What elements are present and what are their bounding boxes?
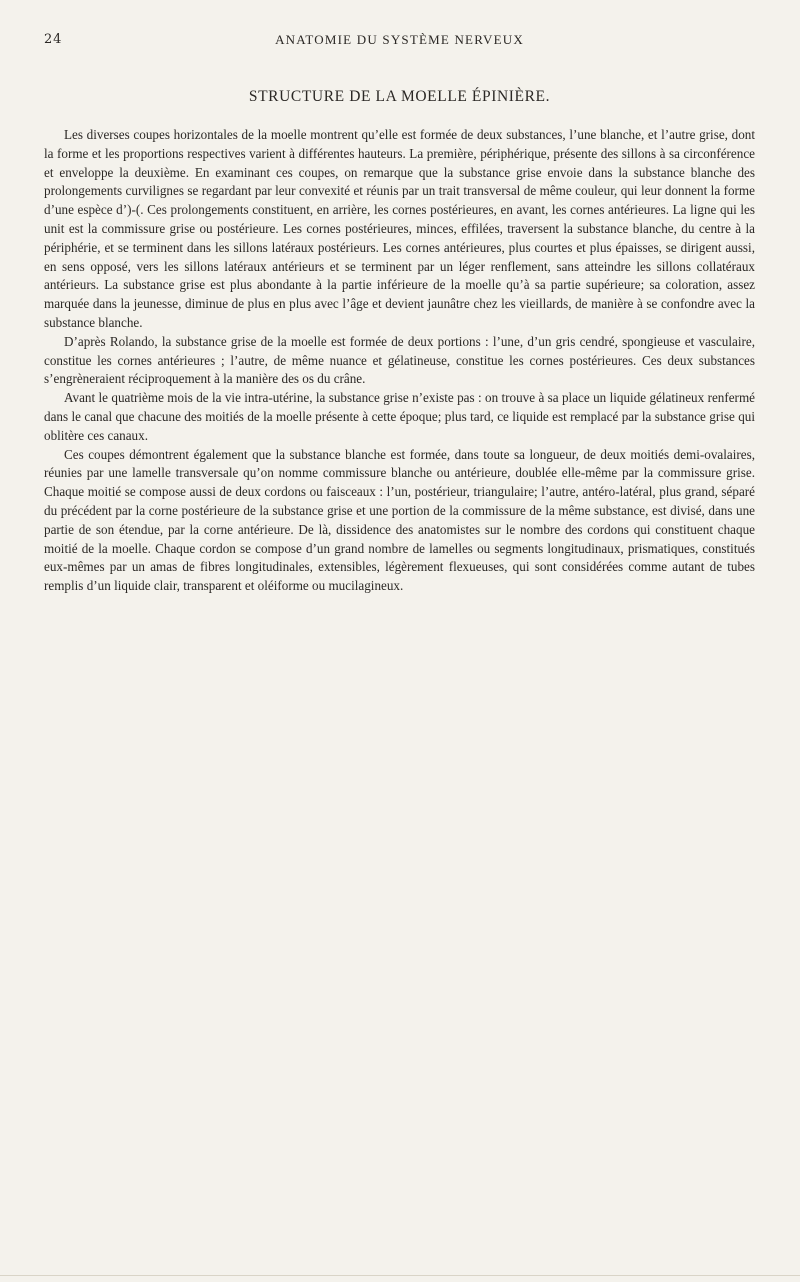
running-head [44,30,755,52]
paragraph: Ces coupes démontrent également que la substance blanche est formée, dans toute sa longueur, de deux moitiés demi-ovalaires, réunies par une lamelle transversale qu’on nomme commissure blanche ou antérieure, doublée elle-même par la commissure grise. Chaque moitié se compose aussi de deux cordons ou faisceaux : l’un, postérieur, triangulaire; l’autre, antéro-latéral, plus grand, séparé du précédent par la corne postérieure de la substance grise et une portion de la commissure de la même substance, est divisé, dans une partie de son étendue, par la corne antérieure. De là, dissidence des anatomistes sur le nombre des cordons qui constituent chaque moitié de la moelle. Chaque cordon se compose d’un grand nombre de lamelles ou segments longitudinaux, prismatiques, constitués eux-mêmes par un amas de fibres longitudinales, extensibles, légèrement flexueuses, qui sont considérées comme autant de tubes remplis d’un liquide clair, transparent et oléiforme ou mucilagineux. [44,446,755,594]
paragraph: D’après Rolando, la substance grise de la moelle est formée de deux portions : l’une, d’un gris cendré, spongieuse et vasculaire, constitue les cornes antérieures ; l’autre, de même nuance et gélatineuse, constitue les cornes postérieures. Ces deux substances s’engrèneraient réciproquement à la manière des os du crâne. [44,333,755,387]
page-number: 24 [44,32,63,47]
section-title: STRUCTURE DE LA MOELLE ÉPINIÈRE. [248,88,551,105]
body-text [44,126,755,596]
paragraph: Les diverses coupes horizontales de la moelle montrent qu’elle est formée de deux substances, l’une blanche, et l’autre grise, dont la forme et les proportions respectives varient à différentes hauteurs. La première, périphérique, présente des sillons à sa circonférence et enveloppe la deuxième. En examinant ces coupes, on remarque que la substance grise envoie dans la substance blanche des prolongements curvilignes se regardant par leur convexité et réunis par un trait transversal de même couleur, qui leur donnent la forme d’une espèce d’)-(. Ces prolongements constituent, en arrière, les cornes postérieures, en avant, les cornes antérieures. La ligne qui les unit est la commissure grise ou postérieure. Les cornes postérieures, minces, effilées, traversent la substance blanche, du centre à la périphérie, et se terminent dans les sillons latéraux postérieurs. Les cornes antérieures, plus courtes et plus épaisses, se dirigent aussi, en sens opposé, vers les sillons latéraux antérieurs et se terminent par un léger renflement, sans atteindre les sillons collatéraux antérieurs. La substance grise est plus abondante à la partie inférieure de la moelle qu’à sa partie supérieure; sa coloration, assez marquée dans la jeunesse, diminue de plus en plus avec l’âge et devient jaunâtre chez les vieillards, de manière à se confondre avec la substance blanche. [44,127,755,330]
running-title: ANATOMIE DU SYSTÈME NERVEUX [275,32,524,47]
book-page [44,30,755,596]
paragraph: Avant le quatrième mois de la vie intra-utérine, la substance grise n’existe pas : on trouve à sa place un liquide gélatineux renfermé dans le canal que chacune des moitiés de la moelle présente à cette époque; plus tard, ce liquide est remplacé par la substance grise qui oblitère ces canaux. [44,390,755,443]
page-edge-divider [0,1275,800,1276]
